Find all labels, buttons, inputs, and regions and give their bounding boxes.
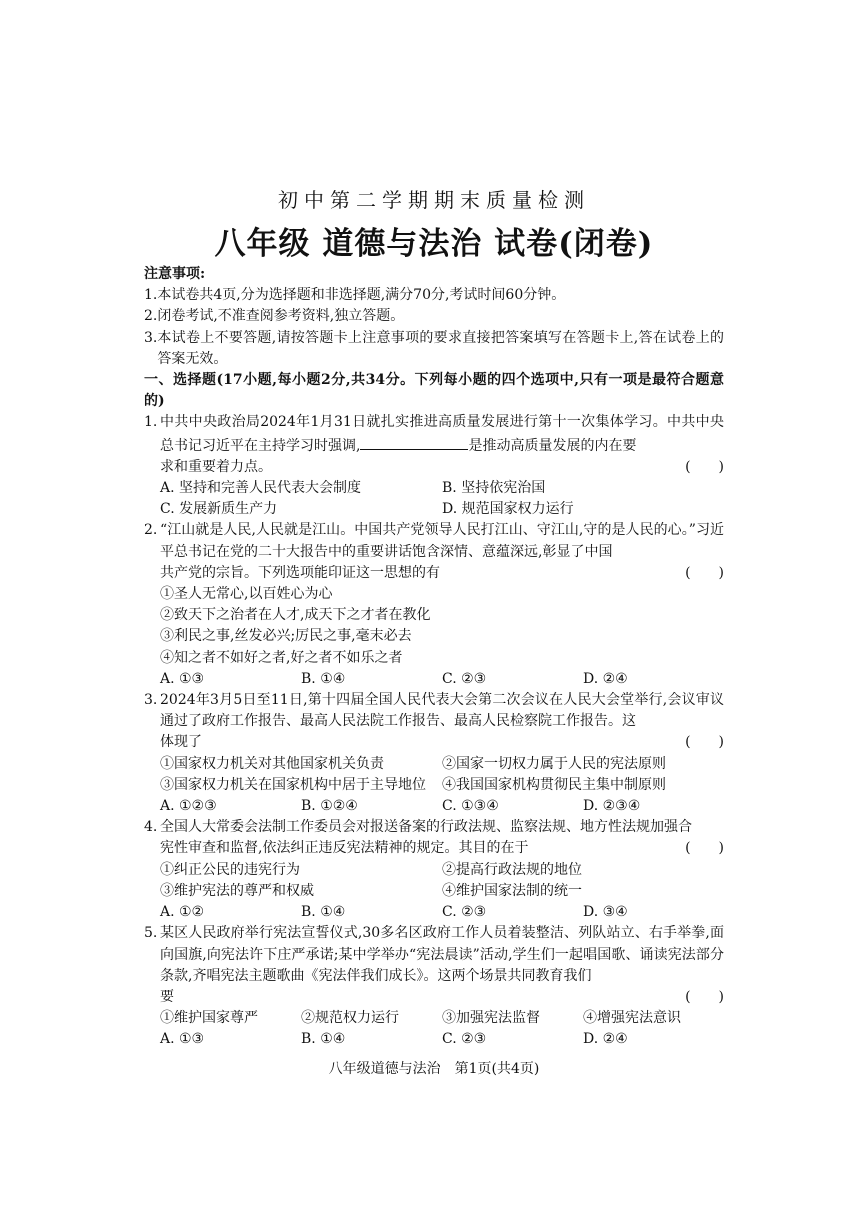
statements-row [144,881,724,902]
option: B. ①②④ [301,798,358,815]
statement-item: ①国家权力机关对其他国家机关负责 [160,755,384,772]
question-stem-last: 求和重要着力点。 [160,458,272,475]
option: D. ③④ [583,904,628,921]
statements-row [144,1008,724,1029]
question-stem-last: 体现了 [160,734,202,751]
answer-paren: ( ) [685,840,724,857]
option: D. ②④ [583,670,628,687]
statements-row [144,860,724,881]
note-number: 1. [144,287,158,304]
statement-item: ②规范权力运行 [301,1010,399,1027]
statement-item: ③利民之事,丝发必兴;厉民之事,毫末必去 [160,628,412,645]
statement-item: ④知之者不如好之者,好之者不如乐之者 [160,649,403,666]
question [144,520,724,584]
answer-paren: ( ) [685,564,724,581]
section-heading: 一、选择题(17小题,每小题2分,共34分。下列每小题的四个选项中,只有一项是最符合题意的) [144,372,724,410]
answer-blank [360,434,468,450]
question-stem: 中共中央政治局2024年1月31日就扎实推进高质量发展进行第十一次集体学习。中共中央总书记习近平在主持学习时强调, [160,414,724,454]
option: A. ①② [160,904,205,921]
option: B. ①④ [301,670,346,687]
question-stem-last: 宪性审查和监督,依法纠正违反宪法精神的规定。其目的在于 [160,840,529,857]
note-item [144,306,724,327]
option: C. ①③④ [442,798,499,815]
options-row [144,478,724,499]
question [144,817,724,859]
note-number: 2. [144,308,158,325]
statement-item: ③加强宪法监督 [442,1010,540,1027]
question-stem-last: 共产党的宗旨。下列选项能印证这一思想的有 [160,564,440,581]
note-number: 3. [144,329,158,346]
statement-item: ②提高行政法规的地位 [442,861,582,878]
statement-item: ④增强宪法意识 [583,1010,681,1027]
option: A. ①②③ [160,798,217,815]
note-text: 闭卷考试,不准查阅参考资料,独立答题。 [157,308,405,325]
exam-subtitle: 初中第二学期期末质量检测 [278,188,590,212]
statement-item: ③维护宪法的尊严和权威 [160,882,314,899]
note-item [144,285,724,306]
question-number: 1. [144,414,158,431]
question-number: 2. [144,522,158,539]
option: D. 规范国家权力运行 [442,501,574,518]
question-stem-last: 要 [160,988,174,1005]
option: A. ①③ [160,1031,205,1048]
question [144,923,724,1008]
option: C. ②③ [442,1031,487,1048]
statement-item: ②国家一切权力属于人民的宪法原则 [442,755,666,772]
question-stem-continued: 是推动高质量发展的内在要 [468,437,637,454]
question-stem: 2024年3月5日至11日,第十四届全国人民代表大会第二次会议在人民大会堂举行,会议审议通过了政府工作报告、最高人民法院工作报告、最高人民检察院工作报告。这 [160,692,724,730]
statement-item: ④我国国家机构贯彻民主集中制原则 [442,776,666,793]
option: C. ②③ [442,904,487,921]
option: D. ②④ [583,1031,628,1048]
answer-paren: ( ) [685,458,724,475]
question-stem: 全国人大常委会法制工作委员会对报送备案的行政法规、监察法规、地方性法规加强合 [160,819,692,836]
statement-item: ③国家权力机关在国家机构中居于主导地位 [160,776,426,793]
option: A. 坚持和完善人民代表大会制度 [160,480,362,497]
answer-paren: ( ) [685,734,724,751]
statement-item: ④维护国家法制的统一 [442,882,582,899]
statement-item: ①维护国家尊严 [160,1010,258,1027]
options-row [144,669,724,690]
options-row [144,796,724,817]
statements-row [144,775,724,796]
question-stem: “江山就是人民,人民就是江山。中国共产党领导人民打江山、守江山,守的是人民的心。”习近平总书记在党的二十大报告中的重要讲话饱含深情、意蕴深远,彰显了中国 [160,522,724,560]
options-row [144,902,724,923]
options-row [144,499,724,520]
option: B. ①④ [301,904,346,921]
statement-item: ①纠正公民的违宪行为 [160,861,300,878]
page-footer: 八年级道德与法治 第1页(共4页) [328,1061,540,1077]
answer-paren: ( ) [685,988,724,1005]
option: B. ①④ [301,1031,346,1048]
note-text: 本试卷共4页,分为选择题和非选择题,满分70分,考试时间60分钟。 [157,287,566,304]
option: C. 发展新质生产力 [160,501,278,518]
option: C. ②③ [442,670,487,687]
statement-item: ②致天下之治者在人才,成天下之才者在教化 [160,607,431,624]
question-number: 4. [144,819,158,836]
option: B. 坚持依宪治国 [442,480,546,497]
options-row [144,1029,724,1050]
question-number: 5. [144,925,158,942]
note-item [144,328,724,370]
question [144,412,724,478]
option: D. ②③④ [583,798,641,815]
question-stem: 某区人民政府举行宪法宣誓仪式,30多名区政府工作人员着装整洁、列队站立、右手举拳,面向国旗,向宪法许下庄严承诺;某中学举办“宪法晨读”活动,学生们一起唱国歌、诵读宪法部分条款,齐唱宪法主题歌曲《宪法伴我们成长》。这两个场景共同教育我们 [160,925,724,984]
notes-label: 注意事项: [144,266,206,282]
exam-title: 八年级 道德与法治 试卷(闭卷) [214,226,654,262]
note-text: 本试卷上不要答题,请按答题卡上注意事项的要求直接把答案填写在答题卡上,答在试卷上的答案无效。 [157,329,724,367]
question-number: 3. [144,692,158,709]
question [144,690,724,754]
statements-row [144,754,724,775]
statement-item: ①圣人无常心,以百姓心为心 [160,586,333,603]
option: A. ①③ [160,670,205,687]
exam-body [144,264,724,1051]
